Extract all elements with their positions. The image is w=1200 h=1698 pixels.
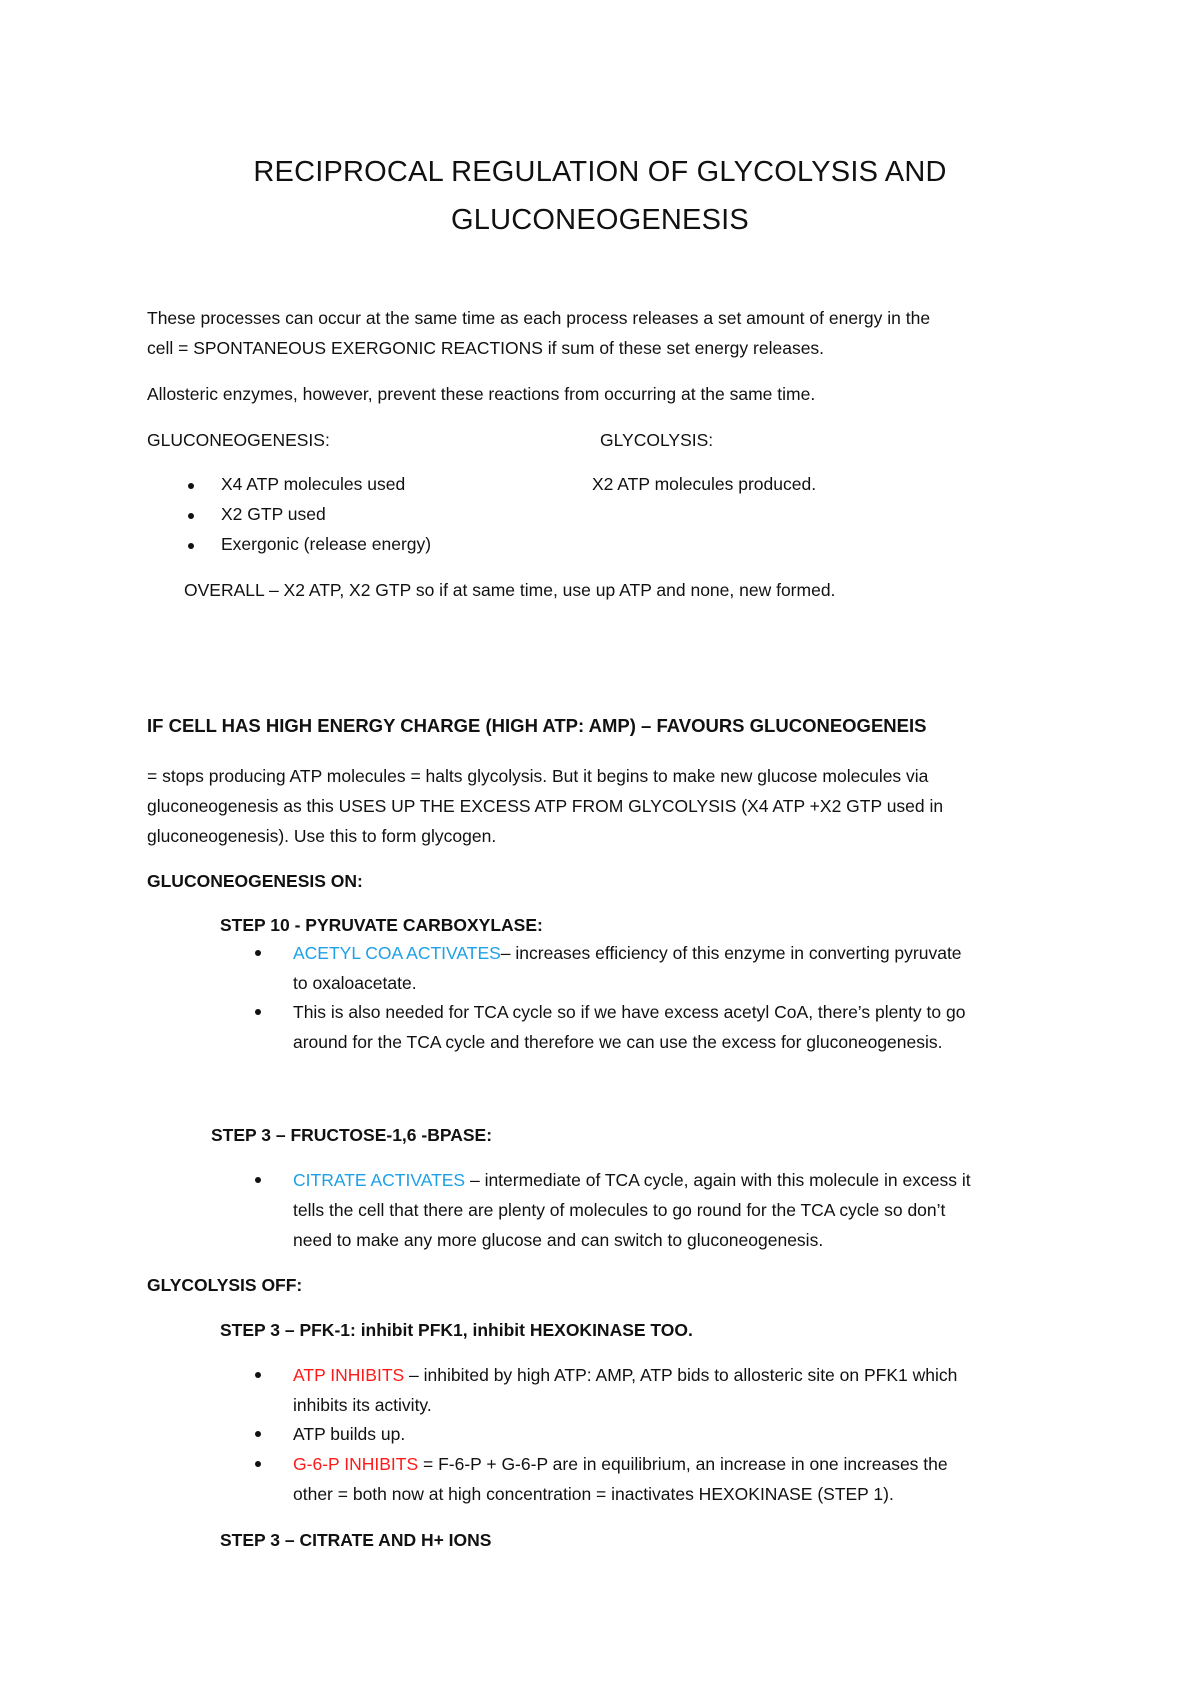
overall-summary: OVERALL – X2 ATP, X2 GTP so if at same time, use up ATP and none, new formed. — [184, 580, 836, 600]
step-3-fbpase-bullet-cont: need to make any more glucose and can switch to gluconeogenesis. — [293, 1230, 824, 1250]
section-paragraph-line-2: gluconeogenesis as this USES UP THE EXCESS ATP FROM GLYCOLYSIS (X4 ATP +X2 GTP used in — [147, 796, 944, 816]
bullet-icon — [255, 1372, 261, 1378]
g6p-inhibits-bullet-cont: other = both now at high concentration = inactivates HEXOKINASE (STEP 1). — [293, 1484, 894, 1504]
bullet-icon — [255, 1431, 261, 1437]
step-10-bullet-2-cont: around for the TCA cycle and therefore we can use the excess for gluconeogenesis. — [293, 1032, 943, 1052]
intro-line-1: These processes can occur at the same time as each process releases a set amount of energy in the — [147, 308, 931, 328]
page-title-line-2: GLUCONEOGENESIS — [451, 204, 749, 236]
section-paragraph-line-1: = stops producing ATP molecules = halts glycolysis. But it begins to make new glucose molecules via — [147, 766, 929, 786]
bullet-icon — [255, 1177, 261, 1183]
gluconeogenesis-item: Exergonic (release energy) — [221, 534, 432, 554]
intro-line-2: cell = SPONTANEOUS EXERGONIC REACTIONS if sum of these set energy releases. — [147, 338, 825, 358]
acetyl-coa-activates-highlight: ACETYL COA ACTIVATES — [293, 943, 501, 963]
atp-inhibits-bullet: ATP INHIBITS – inhibited by high ATP: AMP, ATP bids to allosteric site on PFK1 which — [293, 1365, 958, 1385]
gluconeogenesis-item: X2 GTP used — [221, 504, 326, 524]
g6p-inhibits-highlight: G-6-P INHIBITS — [293, 1454, 419, 1474]
step-3-fbpase-bullet: CITRATE ACTIVATES – intermediate of TCA cycle, again with this molecule in excess it — [293, 1170, 971, 1190]
g6p-inhibits-bullet: G-6-P INHIBITS = F-6-P + G-6-P are in equilibrium, an increase in one increases the — [293, 1454, 948, 1474]
bullet-icon — [255, 1009, 261, 1015]
step-3-pfk1-heading: STEP 3 – PFK-1: inhibit PFK1, inhibit HEXOKINASE TOO. — [220, 1320, 693, 1340]
glycolysis-item: X2 ATP molecules produced. — [592, 474, 817, 494]
bullet-icon — [188, 483, 194, 489]
section-heading: IF CELL HAS HIGH ENERGY CHARGE (HIGH ATP: AMP) – FAVOURS GLUCONEOGENEIS — [147, 715, 927, 736]
gluconeogenesis-item: X4 ATP molecules used — [221, 474, 406, 494]
page-title-line-1: RECIPROCAL REGULATION OF GLYCOLYSIS AND — [253, 156, 947, 188]
step-10-heading: STEP 10 - PYRUVATE CARBOXYLASE: — [220, 915, 543, 935]
atp-builds-up-bullet: ATP builds up. — [293, 1424, 406, 1444]
intro-line-3: Allosteric enzymes, however, prevent these reactions from occurring at the same time. — [147, 384, 816, 404]
glycolysis-off-heading: GLYCOLYSIS OFF: — [147, 1275, 303, 1295]
bullet-icon — [188, 513, 194, 519]
bullet-icon — [255, 950, 261, 956]
step-10-bullet-2: This is also needed for TCA cycle so if we have excess acetyl CoA, there’s plenty to go — [293, 1002, 966, 1022]
step-10-bullet-1: ACETYL COA ACTIVATES– increases efficiency of this enzyme in converting pyruvate — [293, 943, 962, 963]
step-10-bullet-1-cont: to oxaloacetate. — [293, 973, 417, 993]
bullet-icon — [188, 543, 194, 549]
gluconeogenesis-heading: GLUCONEOGENESIS: — [147, 430, 330, 450]
bullet-icon — [255, 1461, 261, 1467]
atp-inhibits-bullet-cont: inhibits its activity. — [293, 1395, 432, 1415]
step-3-fbpase-bullet-cont: tells the cell that there are plenty of molecules to go round for the TCA cycle so don’t — [293, 1200, 946, 1220]
step-3-fbpase-heading: STEP 3 – FRUCTOSE-1,6 -BPASE: — [211, 1125, 493, 1145]
section-paragraph-line-3: gluconeogenesis). Use this to form glycogen. — [147, 826, 497, 846]
glycolysis-heading: GLYCOLYSIS: — [600, 430, 714, 450]
gluconeogenesis-on-heading: GLUCONEOGENESIS ON: — [147, 871, 363, 891]
step-3-citrate-heading: STEP 3 – CITRATE AND H+ IONS — [220, 1530, 492, 1550]
citrate-activates-highlight: CITRATE ACTIVATES — [293, 1170, 466, 1190]
atp-inhibits-highlight: ATP INHIBITS — [293, 1365, 405, 1385]
